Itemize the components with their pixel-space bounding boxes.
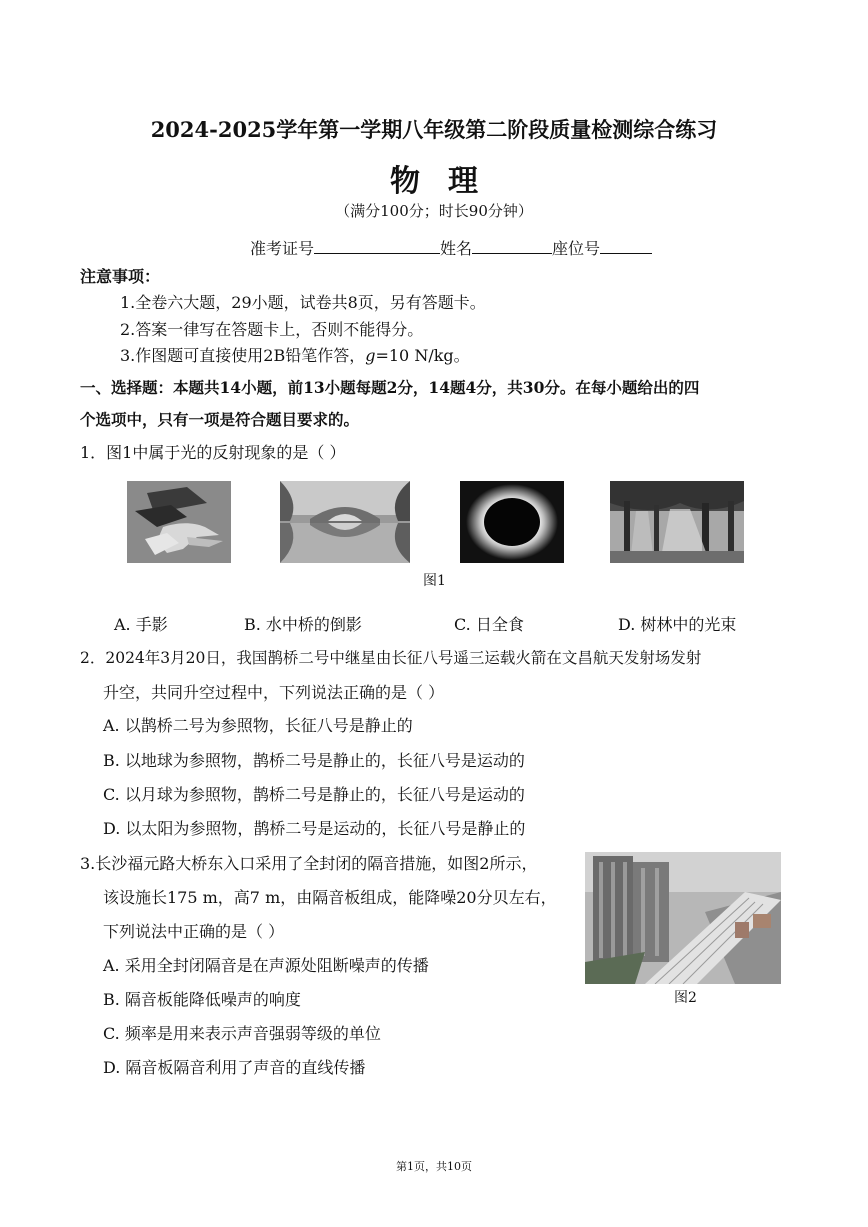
q3-option-c: C. 频率是用来表示声音强弱等级的单位 xyxy=(103,1024,381,1043)
q1-option-a: A. 手影 xyxy=(114,615,168,634)
q1-option-b: B. 水中桥的倒影 xyxy=(244,615,362,634)
notice-heading: 注意事项： xyxy=(80,267,161,286)
q3-option-b: B. 隔音板能降低噪声的响度 xyxy=(103,990,301,1009)
q2-option-a: A. 以鹊桥二号为参照物，长征八号是静止的 xyxy=(103,716,413,735)
field-label-name: 姓名 xyxy=(440,239,473,258)
forest-light-beam-image xyxy=(610,481,744,563)
figure1-caption: 图1 xyxy=(423,573,446,589)
seat-blank xyxy=(600,237,652,254)
q1-option-d: D. 树林中的光束 xyxy=(618,615,737,634)
sound-barrier-photo xyxy=(585,852,781,984)
q2-option-d: D. 以太阳为参照物，鹊桥二号是运动的，长征八号是静止的 xyxy=(103,819,526,838)
q3-option-a: A. 采用全封闭隔音是在声源处阻断噪声的传播 xyxy=(103,956,429,975)
hand-shadow-image xyxy=(127,481,231,563)
bridge-reflection-image xyxy=(280,481,410,563)
q1-option-c: C. 日全食 xyxy=(454,615,524,634)
section1-line1: 一、选择题：本题共14小题，前13小题每题2分，14题4分，共30分。在每小题给出的四 xyxy=(80,378,700,397)
exam-meta: （满分100分；时长90分钟） xyxy=(335,202,533,220)
section1-line2: 个选项中，只有一项是符合题目要求的。 xyxy=(80,410,360,429)
field-label-seat: 座位号 xyxy=(552,239,601,258)
exam-title: 2024-2025学年第一学期八年级第二阶段质量检测综合练习 xyxy=(150,117,718,142)
field-label-exam-id: 准考证号 xyxy=(250,239,315,258)
subject-title: 物理 xyxy=(390,164,506,199)
q3-stem-line3: 下列说法中正确的是（ ） xyxy=(103,922,285,941)
notice-item-1: 1.全卷六大题，29小题，试卷共8页，另有答题卡。 xyxy=(120,293,486,312)
notice-item-3-tail: =10 N/kg。 xyxy=(375,346,470,365)
figure2-caption: 图2 xyxy=(674,990,697,1006)
q3-stem-line1: 3.长沙福元路大桥东入口采用了全封闭的隔音措施，如图2所示， xyxy=(80,854,538,873)
q3-stem-line2: 该设施长175 m，高7 m，由隔音板组成，能降噪20分贝左右， xyxy=(103,888,557,907)
q2-option-c: C. 以月球为参照物，鹊桥二号是静止的，长征八号是运动的 xyxy=(103,785,525,804)
q3-option-d: D. 隔音板隔音利用了声音的直线传播 xyxy=(103,1058,366,1077)
page-footer: 第1页，共10页 xyxy=(396,1160,472,1173)
q1-stem: 1．图1中属于光的反射现象的是（ ） xyxy=(80,443,346,462)
candidate-fields xyxy=(250,236,652,259)
notice-item-3 xyxy=(120,343,470,366)
name-blank xyxy=(472,237,552,254)
notice-item-2: 2.答案一律写在答题卡上，否则不能得分。 xyxy=(120,320,424,339)
gravity-symbol: g xyxy=(365,346,376,365)
q2-stem-line2: 升空，共同升空过程中，下列说法正确的是（ ） xyxy=(103,683,445,702)
q2-stem-line1: 2．2024年3月20日，我国鹊桥二号中继星由长征八号遥三运载火箭在文昌航天发射场发射 xyxy=(80,649,702,667)
solar-eclipse-image xyxy=(460,481,564,563)
q2-option-b: B. 以地球为参照物，鹊桥二号是静止的，长征八号是运动的 xyxy=(103,751,525,770)
notice-item-3-text: 3.作图题可直接使用2B铅笔作答， xyxy=(120,346,366,365)
exam-id-blank xyxy=(314,237,440,254)
